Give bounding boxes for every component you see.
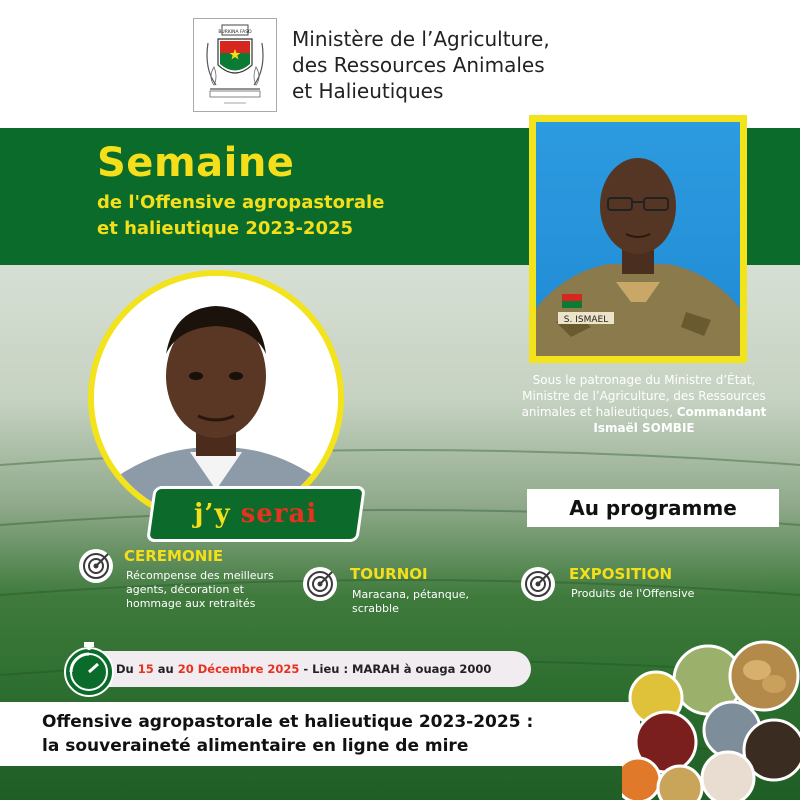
header (0, 0, 800, 128)
tournoi-title: TOURNOI (350, 565, 428, 583)
tournoi-desc (352, 588, 469, 616)
ministry-line-2: des Ressources Animales (292, 53, 545, 77)
ministry-name (292, 26, 550, 104)
minister-photo (536, 122, 740, 356)
badge-part-2: serai (241, 499, 318, 529)
event-dates (116, 662, 491, 676)
slogan-line-1: Offensive agropastorale et halieutique 2023-2025 : (42, 712, 534, 732)
patronage-line-3-plain: animales et halieutiques, (521, 405, 677, 419)
emblem-motto: BURKINA FASO (218, 30, 252, 35)
dates-start-day: 15 (137, 662, 154, 676)
exposition-desc-line-1: Produits de l'Offensive (571, 587, 695, 600)
patronage-line-3 (493, 404, 795, 420)
stopwatch-icon (58, 638, 120, 700)
event-title: Semaine (97, 140, 295, 186)
badge-text (194, 499, 317, 529)
ceremonie-desc-line-2: agents, décoration et (126, 583, 244, 596)
programme-heading: Au programme (527, 489, 779, 527)
dates-end-date: 20 Décembre 2025 (177, 662, 300, 676)
ministry-line-1: Ministère de l’Agriculture, (292, 27, 550, 51)
patronage-line-2: Ministre de l’Agriculture, des Ressources (522, 389, 766, 403)
name-tag: S. ISMAEL (563, 315, 609, 325)
event-subtitle-line-1: de l'Offensive agropastorale (97, 192, 385, 213)
exposition-title: EXPOSITION (569, 565, 673, 583)
minister-name: Ismaël SOMBIE (593, 421, 695, 435)
patronage-line-1: Sous le patronage du Ministre d’État, (532, 373, 756, 387)
dates-du: Du (116, 662, 138, 676)
tournoi-desc-line-2: scrabble (352, 602, 399, 615)
event-subtitle-line-2: et halieutique 2023-2025 (97, 218, 354, 239)
ceremonie-desc-line-3: hommage aux retraités (126, 597, 256, 610)
dates-lieu: - Lieu : MARAH à ouaga 2000 (299, 662, 492, 676)
badge-part-1: j’y (194, 499, 241, 529)
tournoi-desc-line-1: Maracana, pétanque, (352, 588, 469, 601)
coat-of-arms-emblem (193, 18, 277, 112)
ceremonie-desc (126, 569, 274, 611)
ceremonie-title: CEREMONIE (124, 547, 224, 565)
dates-au: au (153, 662, 178, 676)
ceremonie-desc-line-1: Récompense des meilleurs (126, 569, 274, 582)
target-icon (302, 566, 338, 602)
event-subtitle (97, 190, 384, 242)
target-icon (78, 548, 114, 584)
slogan (42, 710, 533, 758)
food-collage (622, 620, 800, 800)
exposition-desc (571, 587, 694, 601)
ministry-line-3: et Halieutiques (292, 79, 444, 103)
patronage-text (493, 372, 795, 436)
attendance-badge (146, 486, 366, 542)
patronage-line-3-bold: Commandant (676, 405, 767, 419)
target-icon (520, 566, 556, 602)
slogan-line-2: la souveraineté alimentaire en ligne de mire (42, 736, 469, 756)
